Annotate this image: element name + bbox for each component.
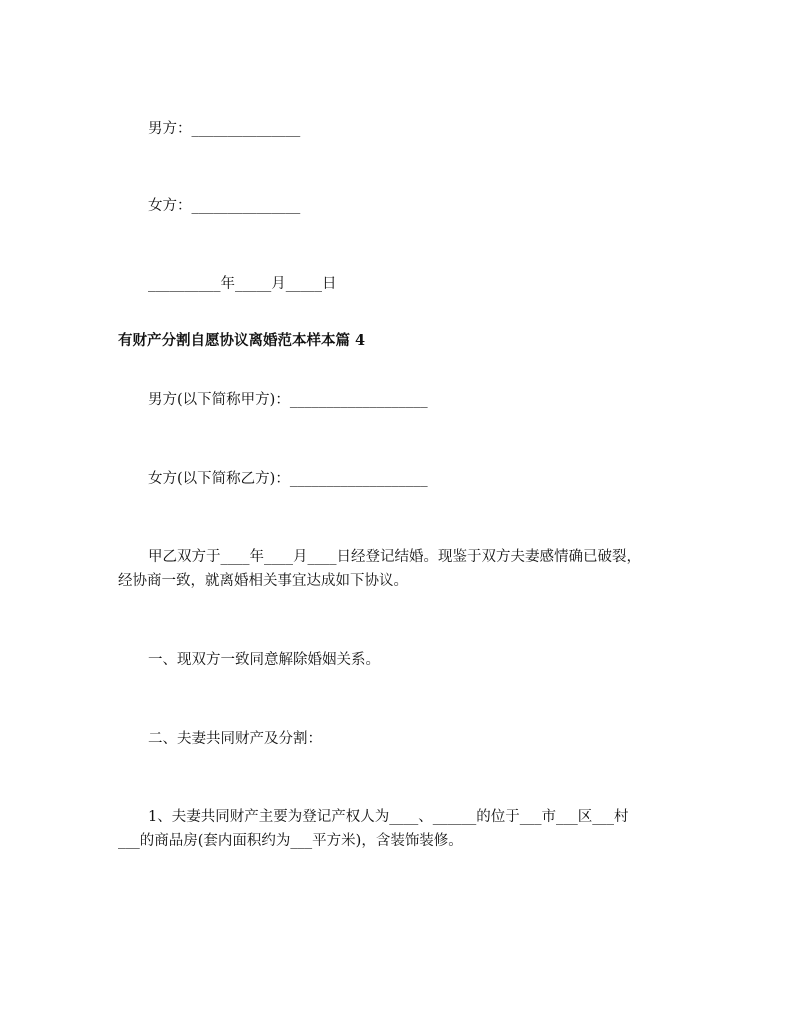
intro-paragraph-line-1: 甲乙双方于____年____月____日经登记结婚。现鉴于双方夫妻感情确已破裂， bbox=[148, 549, 641, 565]
item-one-line-2: ___的商品房(套内面积约为___平方米)，含装饰装修。 bbox=[118, 833, 463, 849]
intro-paragraph-line-2: 经协商一致，就离婚相关事宜达成如下协议。 bbox=[118, 573, 408, 589]
clause-one: 一、现双方一致同意解除婚姻关系。 bbox=[148, 652, 380, 668]
party-a-line: 男方(以下简称甲方)：___________________ bbox=[148, 392, 428, 408]
party-b-line: 女方(以下简称乙方)：___________________ bbox=[148, 471, 428, 487]
husband-signature-line: 男方：_______________ bbox=[148, 121, 301, 137]
clause-two: 二、夫妻共同财产及分割： bbox=[148, 731, 322, 747]
section-heading: 有财产分割自愿协议离婚范本样本篇 4 bbox=[118, 332, 366, 349]
signature-date-line: __________年_____月_____日 bbox=[148, 276, 337, 292]
item-one-line-1: 1、夫妻共同财产主要为登记产权人为____、______的位于___市___区___村 bbox=[148, 809, 629, 825]
wife-signature-line: 女方：_______________ bbox=[148, 198, 301, 214]
